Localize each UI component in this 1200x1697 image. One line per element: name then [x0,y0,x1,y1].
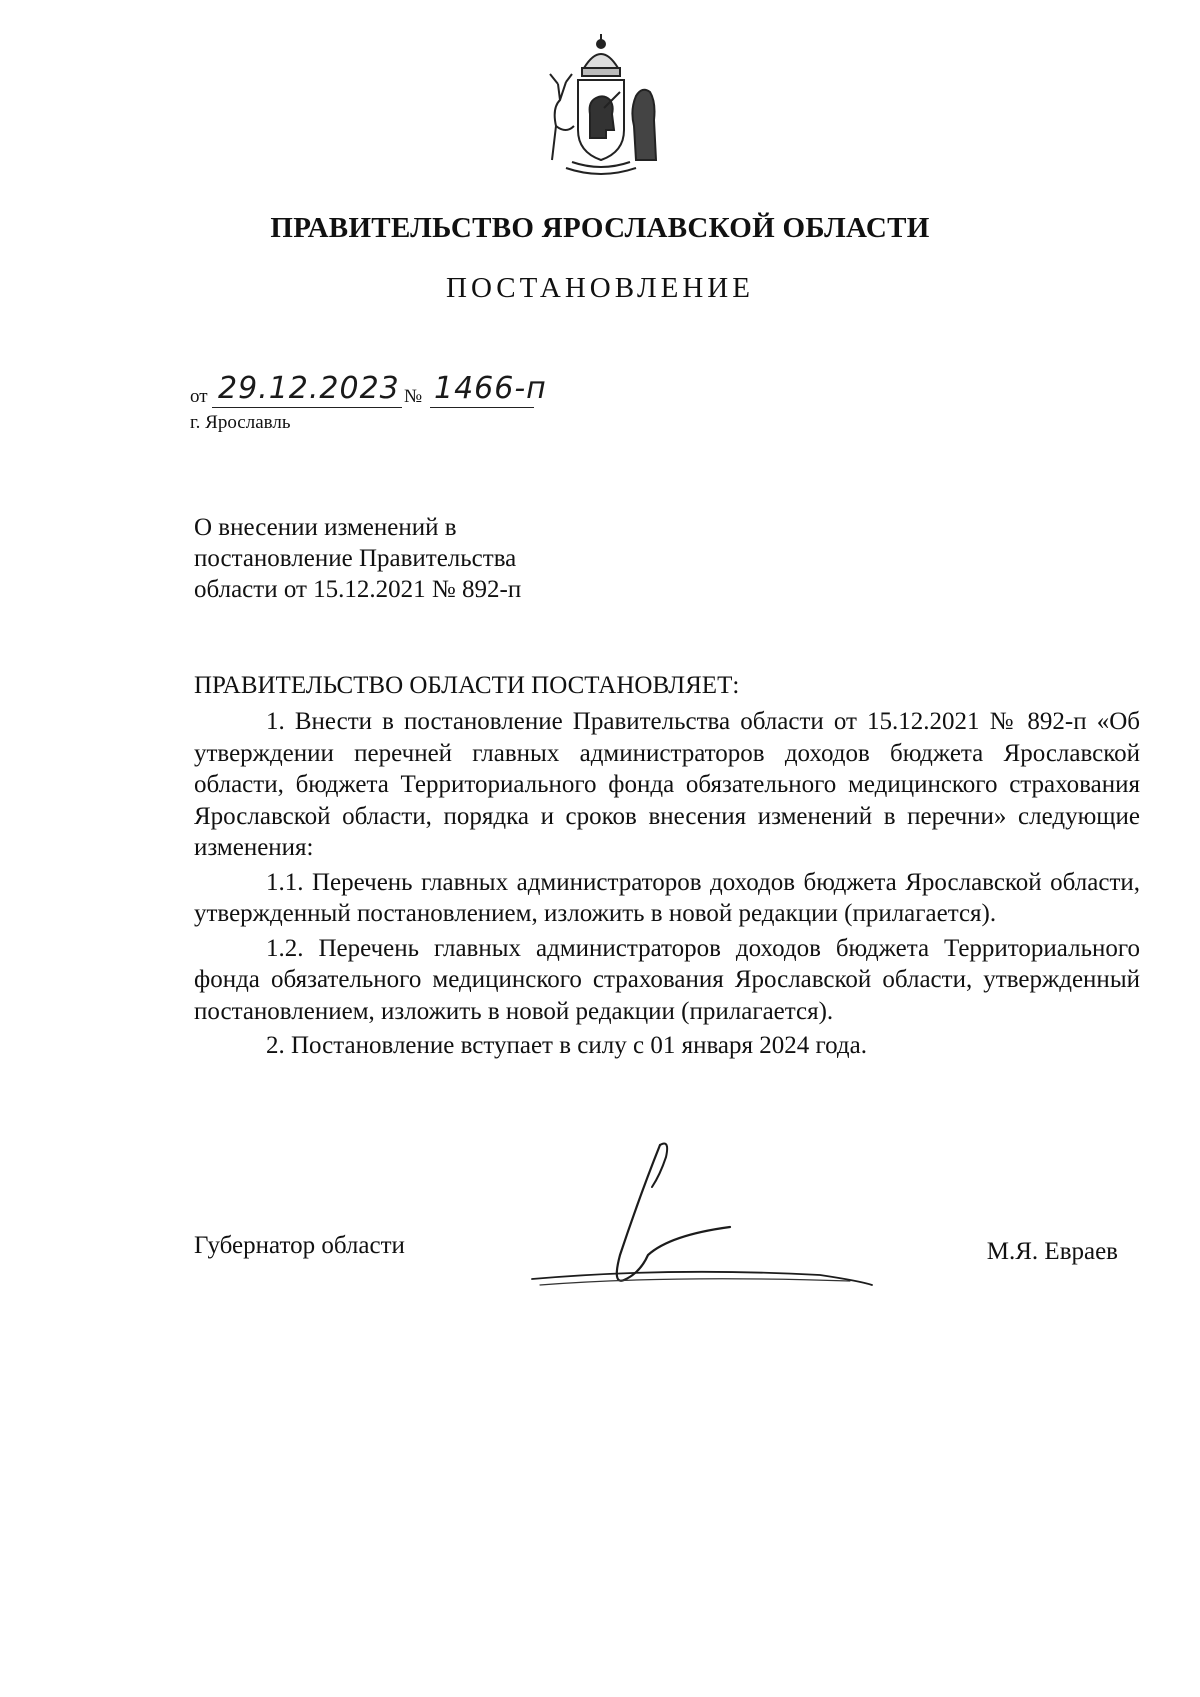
document-type-title: ПОСТАНОВЛЕНИЕ [446,272,754,304]
document-subject [194,512,614,605]
document-body [194,706,1140,1062]
coat-of-arms-icon [526,30,676,180]
paragraph: 1. Внести в постановление Правительства области от 15.12.2021 № 892-п «Об утверждении перечней главных администраторов доходов бюджета Ярославской области, бюджета Территориального фонда обязательного медицинского страхования Ярославской области, порядка и сроков внесения изменений в перечни» следующие изменения: [194,708,1140,861]
organization-title: ПРАВИТЕЛЬСТВО ЯРОСЛАВСКОЙ ОБЛАСТИ [270,212,930,244]
paragraph: 1.1. Перечень главных администраторов доходов бюджета Ярославской области, утвержденный постановлением, изложить в новой редакции (прилагается). [194,868,1140,927]
city-label: г. Ярославль [190,412,291,433]
handwritten-date: 29.12.2023 [218,371,400,406]
number-underline [430,407,534,408]
registration-line [190,368,610,408]
handwritten-number: 1466-п [434,371,547,406]
signatory-position: Губернатор области [194,1232,405,1259]
subject-line: постановление Правительства [194,545,517,572]
date-underline [212,407,402,408]
date-prefix: от [190,386,208,407]
number-prefix: № [404,386,423,407]
resolves-heading: ПРАВИТЕЛЬСТВО ОБЛАСТИ ПОСТАНОВЛЯЕТ: [194,672,740,699]
subject-line: области от 15.12.2021 № 892-п [194,576,522,603]
signatory-name: М.Я. Евраев [986,1238,1118,1265]
subject-line: О внесении изменений в [194,514,457,541]
paragraph: 1.2. Перечень главных администраторов доходов бюджета Территориального фонда обязательного медицинского страхования Ярославской области, утвержденный постановлением, изложить в новой редакции (прилагается). [194,934,1140,1025]
handwritten-signature-icon [520,1135,920,1315]
paragraph: 2. Постановление вступает в силу с 01 января 2024 года. [266,1032,868,1059]
